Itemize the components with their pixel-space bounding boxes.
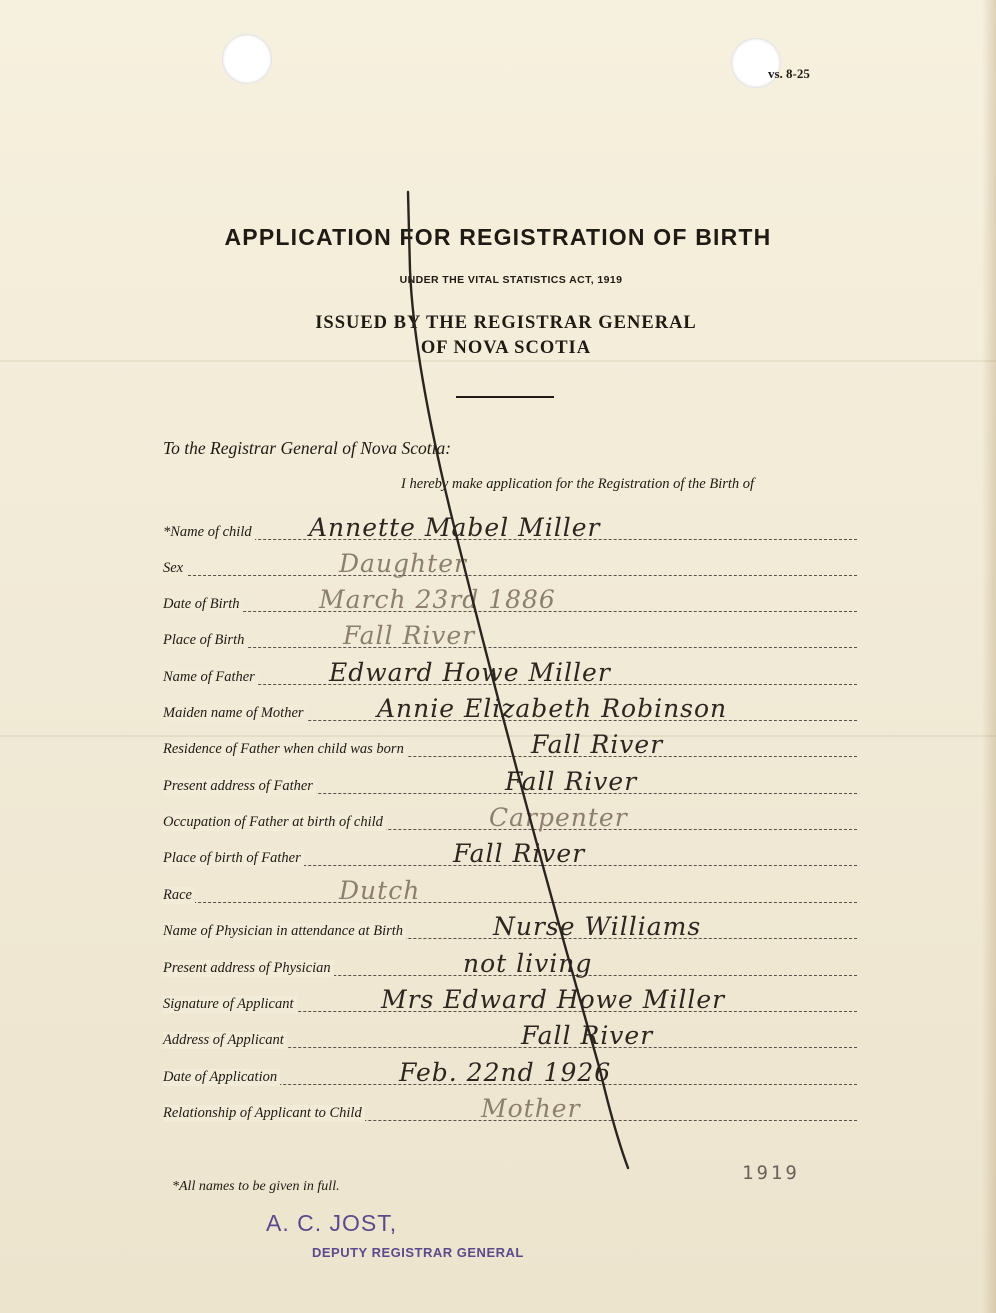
field-value-place-of-birth: Fall River xyxy=(343,621,476,650)
field-value-applicant-address: Fall River xyxy=(521,1021,654,1050)
registrar-stamp-title: DEPUTY REGISTRAR GENERAL xyxy=(312,1245,524,1260)
field-value-father-residence: Fall River xyxy=(531,730,664,759)
field-value-applicant-signature: Mrs Edward Howe Miller xyxy=(381,985,726,1014)
field-value-sex: Daughter xyxy=(339,549,467,578)
field-label: Place of birth of Father xyxy=(163,850,304,867)
field-label: Signature of Applicant xyxy=(163,996,297,1013)
field-value-applicant-relationship: Mother xyxy=(481,1094,581,1123)
field-label: Place of Birth xyxy=(163,632,247,649)
field-label: Address of Applicant xyxy=(163,1032,287,1049)
pen-stroke-mark xyxy=(400,190,660,1180)
salutation: To the Registrar General of Nova Scotia: xyxy=(163,438,452,458)
field-value-mother-maiden-name: Annie Elizabeth Robinson xyxy=(377,694,728,723)
footnote: *All names to be given in full. xyxy=(172,1179,340,1194)
paper-edge-shadow xyxy=(982,0,996,1313)
field-label: Occupation of Father at birth of child xyxy=(163,814,386,831)
form-code: vs. 8-25 xyxy=(768,66,810,81)
field-label: Date of Application xyxy=(163,1069,280,1086)
form-title: APPLICATION FOR REGISTRATION OF BIRTH xyxy=(224,224,772,250)
punch-hole xyxy=(222,34,272,84)
field-label: Present address of Physician xyxy=(163,960,334,977)
field-value-physician-name: Nurse Williams xyxy=(493,912,702,941)
field-label: Name of Father xyxy=(163,669,258,686)
field-label: Relationship of Applicant to Child xyxy=(163,1105,365,1122)
field-value-child-name: Annette Mabel Miller xyxy=(309,513,601,542)
field-label: Date of Birth xyxy=(163,596,243,613)
field-value-father-occupation: Carpenter xyxy=(489,803,628,832)
field-value-father-birthplace: Fall River xyxy=(453,839,586,868)
field-value-father-name: Edward Howe Miller xyxy=(329,658,611,687)
registration-number: 1919 xyxy=(742,1162,800,1184)
intro-text: I hereby make application for the Registration of the Birth of xyxy=(401,476,755,492)
field-value-physician-address: not living xyxy=(463,949,593,978)
form-subtitle: UNDER THE VITAL STATISTICS ACT, 1919 xyxy=(399,274,623,286)
field-label: Present address of Father xyxy=(163,778,316,795)
field-label: *Name of child xyxy=(163,524,255,541)
field-value-date-of-birth: March 23rd 1886 xyxy=(319,585,556,614)
field-label: Residence of Father when child was born xyxy=(163,741,407,758)
issuer-line-1: ISSUED BY THE REGISTRAR GENERAL xyxy=(315,313,697,333)
field-label: Sex xyxy=(163,560,186,577)
field-label: Name of Physician in attendance at Birth xyxy=(163,923,406,940)
field-value-race: Dutch xyxy=(339,876,421,905)
field-label: Race xyxy=(163,887,195,904)
registrar-stamp-name: A. C. JOST, xyxy=(266,1210,398,1236)
field-value-application-date: Feb. 22nd 1926 xyxy=(399,1058,612,1087)
field-label: Maiden name of Mother xyxy=(163,705,307,722)
field-value-father-address: Fall River xyxy=(505,767,638,796)
issuer-line-2: OF NOVA SCOTIA xyxy=(420,338,592,358)
